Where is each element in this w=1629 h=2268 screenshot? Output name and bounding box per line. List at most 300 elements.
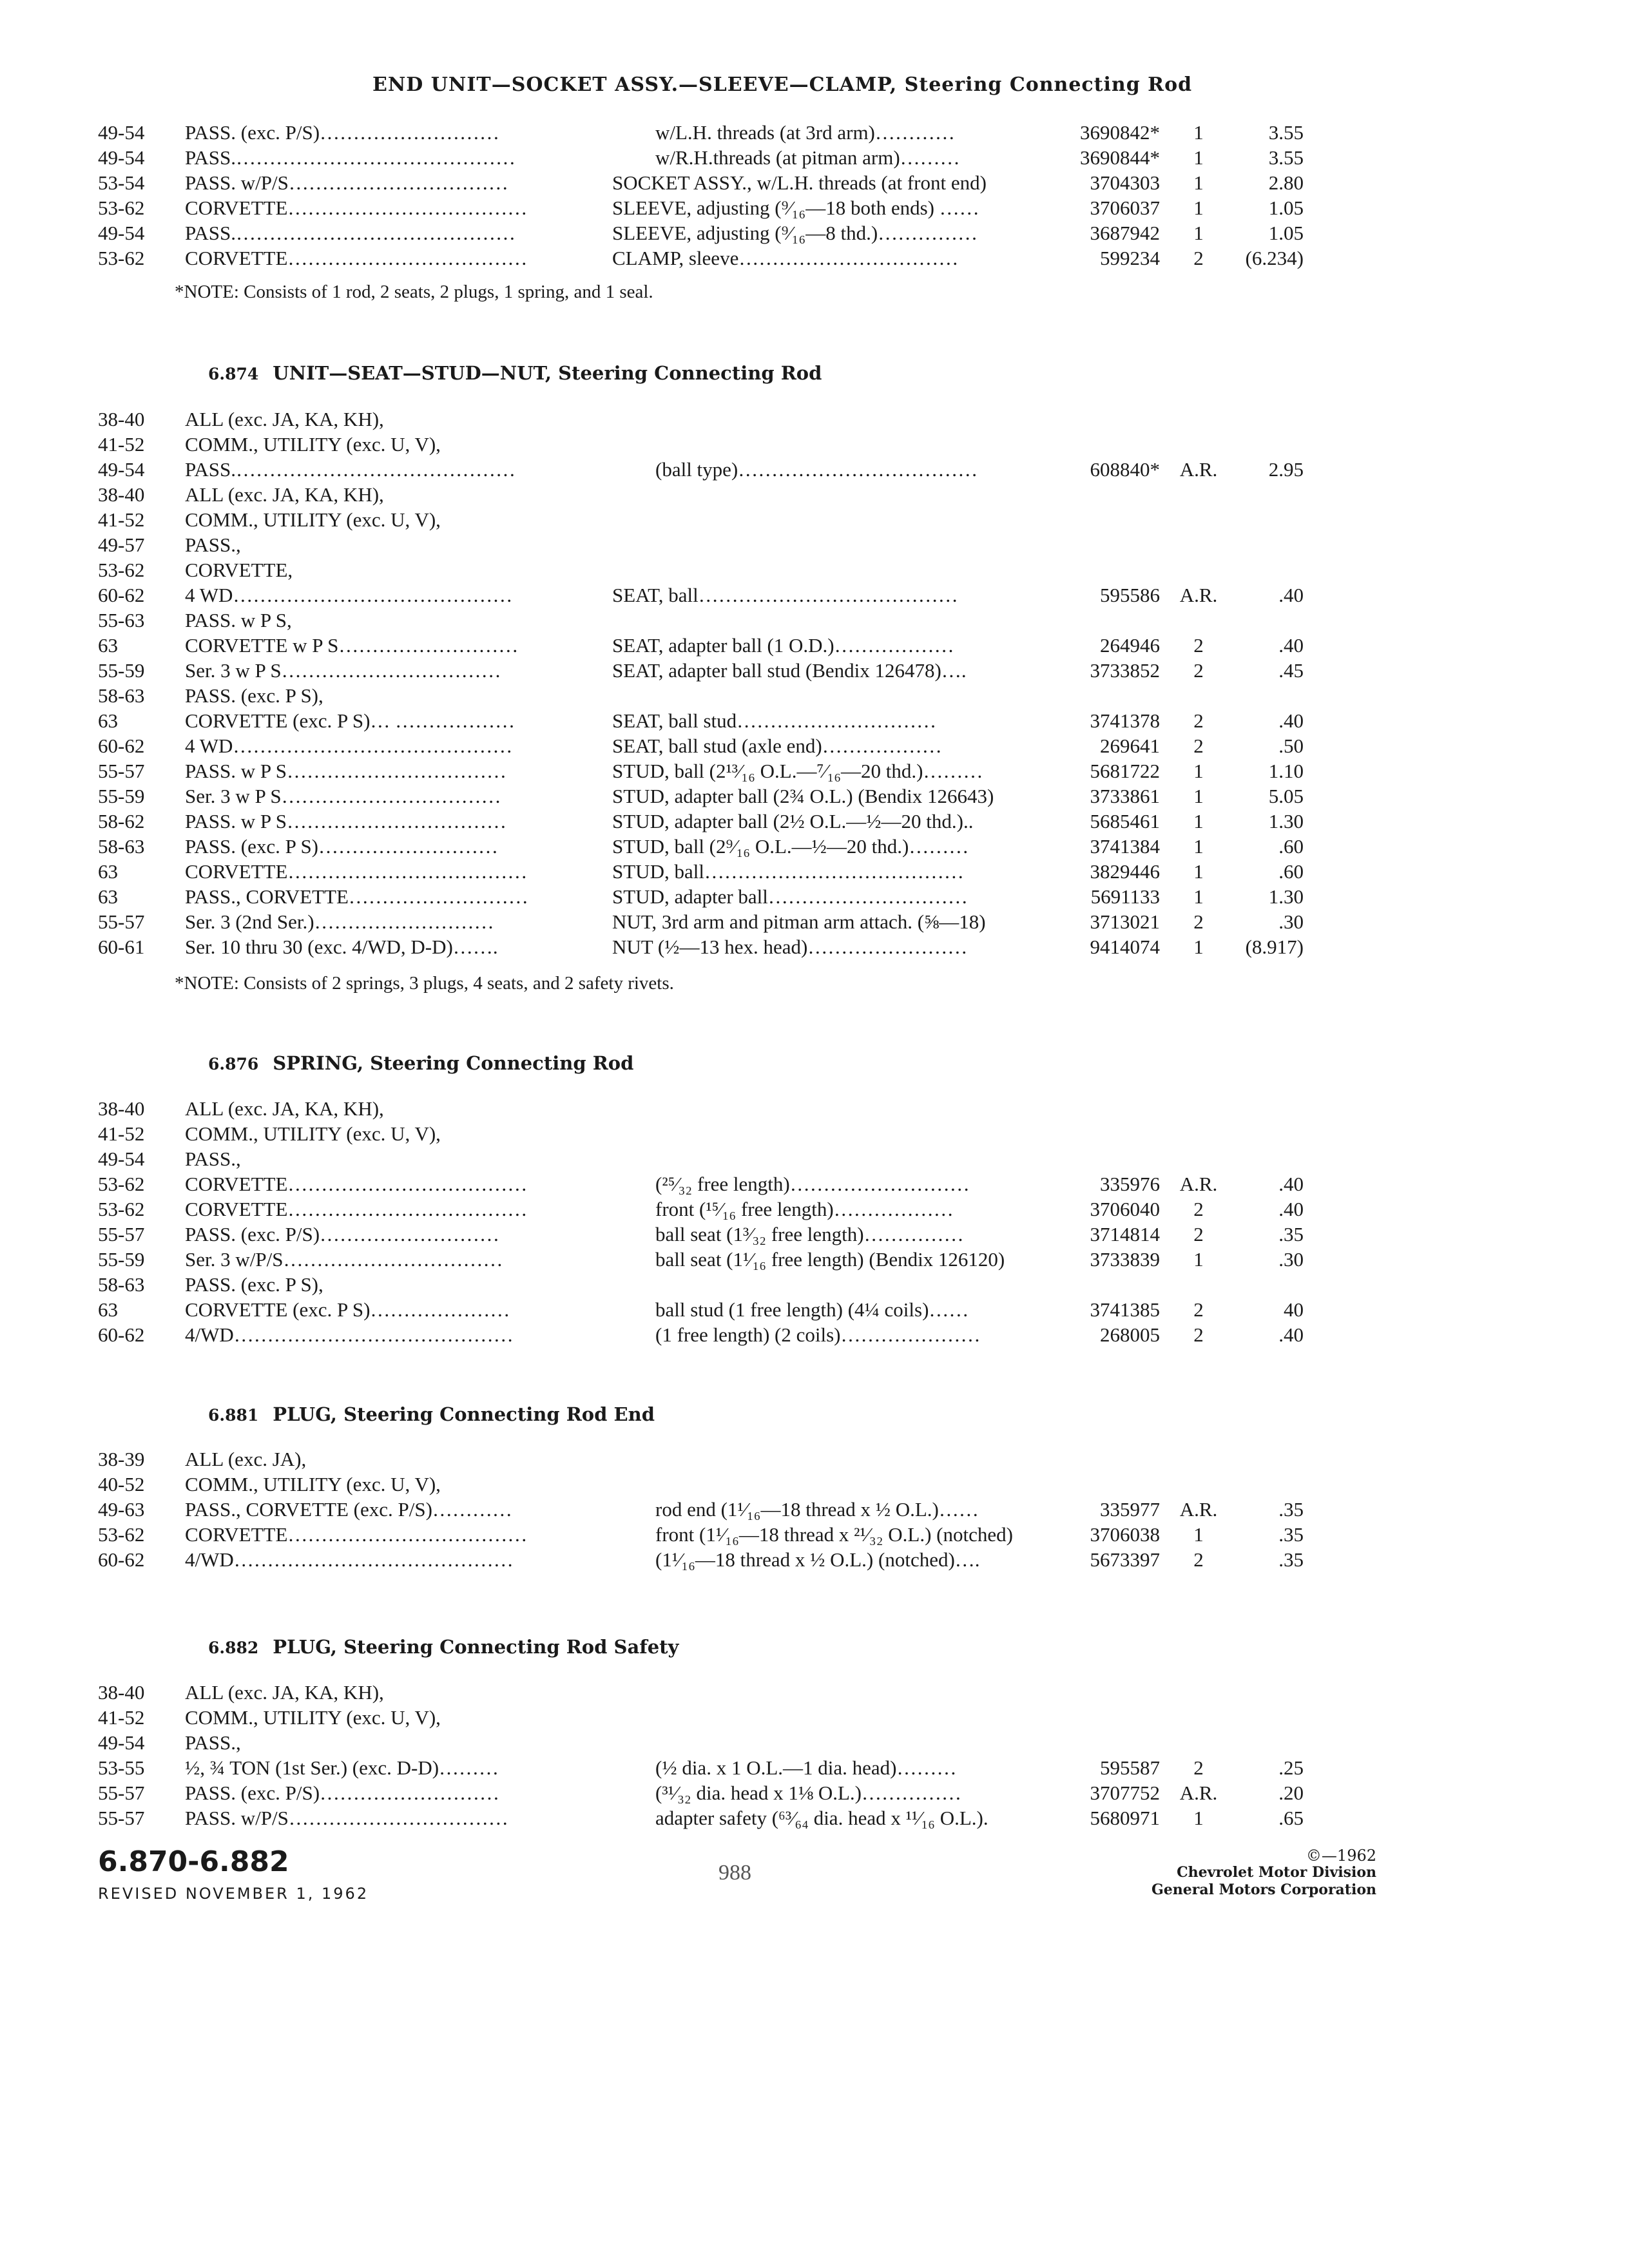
model-cell: CORVETTE……………………………… [185, 1173, 528, 1195]
model-cell: PASS. w/P/S…………………………… [185, 1807, 508, 1829]
table-row [0, 708, 1629, 733]
description-cell: NUT (½—13 hex. head)…………………… [612, 936, 968, 958]
price-cell: .25 [1278, 1756, 1304, 1779]
year-cell: 55-57 [98, 1782, 145, 1804]
part-number-cell: 3733861 [1090, 785, 1160, 807]
year-cell: 58-62 [98, 810, 145, 832]
section-6874-note: *NOTE: Consists of 2 springs, 3 plugs, 4 seats, and 2 safety rivets. [175, 973, 674, 994]
price-cell: 40 [1284, 1298, 1304, 1321]
footer-copyright: ©—1962 [1306, 1847, 1376, 1865]
price-cell: 1.30 [1268, 810, 1304, 832]
description-cell: (1 free length) (2 coils)………………… [655, 1323, 981, 1346]
price-cell: 2.80 [1268, 171, 1304, 194]
price-cell: 1.30 [1268, 885, 1304, 908]
price-cell: .40 [1278, 709, 1304, 732]
model-cell: CORVETTE……………………………… [185, 860, 528, 883]
description-cell: SEAT, adapter ball stud (Bendix 126478)…. [612, 659, 967, 682]
year-cell: 55-59 [98, 1248, 145, 1271]
description-cell: STUD, ball (2⁹⁄₁₆ O.L.—½—20 thd.)……… [612, 835, 969, 858]
model-cell: CORVETTE w P S……………………… [185, 634, 519, 657]
quantity-cell: 1 [1193, 1523, 1204, 1546]
model-cell: PASS.…………………………………… [185, 222, 516, 244]
part-number-cell: 5673397 [1090, 1548, 1160, 1571]
quantity-cell: 1 [1193, 197, 1204, 219]
price-cell: .35 [1278, 1223, 1304, 1245]
section-6876-heading [208, 1052, 633, 1074]
description-cell: SEAT, ball stud (axle end)……………… [612, 735, 942, 757]
description-cell: rod end (1¹⁄₁₆—18 thread x ½ O.L.)…… [655, 1498, 979, 1521]
section-title: PLUG, Steering Connecting Rod End [273, 1403, 655, 1425]
quantity-cell: 1 [1193, 1248, 1204, 1271]
description-cell: adapter safety (⁶³⁄₆₄ dia. head x ¹¹⁄₁₆ O.L.). [655, 1807, 988, 1829]
year-cell: 53-62 [98, 1198, 145, 1220]
year-cell: 49-54 [98, 222, 145, 244]
part-number-cell: 5681722 [1090, 760, 1160, 782]
quantity-cell: 1 [1193, 1807, 1204, 1829]
part-number-cell: 595587 [1100, 1756, 1160, 1779]
description-cell: (½ dia. x 1 O.L.—1 dia. head)……… [655, 1756, 957, 1779]
table-row [0, 170, 1629, 195]
year-cell: 40-52 [98, 1473, 145, 1495]
table-row [0, 608, 1629, 633]
quantity-cell: 2 [1193, 247, 1204, 269]
price-cell: .30 [1278, 1248, 1304, 1271]
model-cell: 4/WD…………………………………… [185, 1323, 514, 1346]
quantity-cell: A.R. [1179, 1782, 1218, 1804]
quantity-cell: 2 [1193, 1756, 1204, 1779]
table-row [0, 758, 1629, 783]
quantity-cell: 2 [1193, 735, 1204, 757]
model-cell: PASS. (exc. P/S)……………………… [185, 1223, 500, 1245]
model-cell: 4 WD…………………………………… [185, 735, 513, 757]
table-row [0, 482, 1629, 507]
table-row [0, 1705, 1629, 1730]
price-cell: 3.55 [1268, 146, 1304, 169]
part-number-cell: 3706040 [1090, 1198, 1160, 1220]
year-cell: 49-54 [98, 458, 145, 481]
year-cell: 55-57 [98, 910, 145, 933]
model-cell: ALL (exc. JA, KA, KH), [185, 1097, 384, 1120]
year-cell: 38-39 [98, 1448, 145, 1470]
year-cell: 38-40 [98, 483, 145, 506]
year-cell: 41-52 [98, 1706, 145, 1729]
table-row [0, 859, 1629, 884]
quantity-cell: A.R. [1179, 1173, 1218, 1195]
end-unit-table [0, 120, 1629, 271]
year-cell: 53-62 [98, 1523, 145, 1546]
part-number-cell: 3741378 [1090, 709, 1160, 732]
model-cell: PASS. (exc. P/S)……………………… [185, 1782, 500, 1804]
description-cell: w/L.H. threads (at 3rd arm)………… [655, 121, 955, 144]
footer-section-range: 6.870-6.882 [98, 1845, 289, 1878]
description-cell: (1¹⁄₁₆—18 thread x ½ O.L.) (notched)…. [655, 1548, 980, 1571]
price-cell: 1.10 [1268, 760, 1304, 782]
part-number-cell: 3706038 [1090, 1523, 1160, 1546]
price-cell: .40 [1278, 1323, 1304, 1346]
table-row [0, 783, 1629, 809]
quantity-cell: 2 [1193, 634, 1204, 657]
table-row [0, 884, 1629, 909]
table-row [0, 1547, 1629, 1572]
model-cell: PASS. (exc. P S), [185, 684, 323, 707]
year-cell: 63 [98, 1298, 118, 1321]
quantity-cell: 1 [1193, 760, 1204, 782]
price-cell: .40 [1278, 1198, 1304, 1220]
year-cell: 41-52 [98, 508, 145, 531]
price-cell: 2.95 [1268, 458, 1304, 481]
description-cell: SLEEVE, adjusting (⁹⁄₁₆—8 thd.)…………… [612, 222, 978, 244]
year-cell: 60-62 [98, 1323, 145, 1346]
table-row [0, 1780, 1629, 1805]
year-cell: 63 [98, 860, 118, 883]
quantity-cell: 1 [1193, 835, 1204, 858]
model-cell: CORVETTE……………………………… [185, 197, 528, 219]
quantity-cell: A.R. [1179, 458, 1218, 481]
year-cell: 55-57 [98, 1223, 145, 1245]
description-cell: STUD, adapter ball (2¾ O.L.) (Bendix 126643) [612, 785, 994, 807]
quantity-cell: 1 [1193, 810, 1204, 832]
model-cell: PASS. (exc. P/S)……………………… [185, 121, 500, 144]
table-row [0, 1730, 1629, 1755]
part-number-cell: 3733839 [1090, 1248, 1160, 1271]
part-number-cell: 335977 [1100, 1498, 1160, 1521]
part-number-cell: 9414074 [1090, 936, 1160, 958]
description-cell: CLAMP, sleeve…………………………… [612, 247, 959, 269]
table-row [0, 1322, 1629, 1347]
footer-division: Chevrolet Motor Division [1177, 1864, 1376, 1881]
model-cell: Ser. 10 thru 30 (exc. 4/WD, D-D)……. [185, 936, 498, 958]
price-cell: .35 [1278, 1523, 1304, 1546]
year-cell: 63 [98, 885, 118, 908]
model-cell: ALL (exc. JA, KA, KH), [185, 483, 384, 506]
price-cell: (8.917) [1245, 936, 1304, 958]
description-cell: front (1¹⁄₁₆—18 thread x ²¹⁄₃₂ O.L.) (notched) [655, 1523, 1013, 1546]
section-6881-heading [208, 1403, 655, 1425]
part-number-cell: 335976 [1100, 1173, 1160, 1195]
table-row [0, 1680, 1629, 1705]
price-cell: .35 [1278, 1498, 1304, 1521]
year-cell: 53-55 [98, 1756, 145, 1779]
quantity-cell: 1 [1193, 936, 1204, 958]
model-cell: PASS. w P S…………………………… [185, 760, 506, 782]
part-number-cell: 599234 [1100, 247, 1160, 269]
price-cell: .40 [1278, 634, 1304, 657]
year-cell: 58-63 [98, 684, 145, 707]
year-cell: 49-54 [98, 1731, 145, 1754]
page-title: END UNIT—SOCKET ASSY.—SLEEVE—CLAMP, Steering Connecting Rod [372, 73, 1193, 96]
description-cell: SEAT, adapter ball (1 O.D.)……………… [612, 634, 954, 657]
model-cell: CORVETTE (exc. P S)… ……………… [185, 709, 516, 732]
price-cell: .60 [1278, 860, 1304, 883]
model-cell: COMM., UTILITY (exc. U, V), [185, 508, 441, 531]
description-cell: (²⁵⁄₃₂ free length)……………………… [655, 1173, 970, 1195]
table-row [0, 1522, 1629, 1547]
table-row [0, 1146, 1629, 1171]
model-cell: PASS. w P S, [185, 609, 292, 631]
part-number-cell: 3706037 [1090, 197, 1160, 219]
year-cell: 53-54 [98, 171, 145, 194]
model-cell: PASS., [185, 1148, 241, 1170]
table-row [0, 507, 1629, 532]
year-cell: 41-52 [98, 433, 145, 456]
model-cell: PASS. (exc. P S)……………………… [185, 835, 499, 858]
year-cell: 38-40 [98, 1681, 145, 1704]
quantity-cell: 2 [1193, 659, 1204, 682]
part-number-cell: 5680971 [1090, 1807, 1160, 1829]
price-cell: .40 [1278, 1173, 1304, 1195]
section-6876-table [0, 1096, 1629, 1347]
quantity-cell: 1 [1193, 121, 1204, 144]
table-row [0, 220, 1629, 245]
year-cell: 60-61 [98, 936, 145, 958]
year-cell: 49-57 [98, 533, 145, 556]
part-number-cell: 268005 [1100, 1323, 1160, 1346]
table-row [0, 1755, 1629, 1780]
section-6882-heading [208, 1636, 679, 1658]
table-row [0, 809, 1629, 834]
table-row [0, 1247, 1629, 1272]
quantity-cell: A.R. [1179, 1498, 1218, 1521]
model-cell: PASS. w P S…………………………… [185, 810, 506, 832]
part-number-cell: 264946 [1100, 634, 1160, 657]
section-6881-table [0, 1446, 1629, 1572]
year-cell: 49-54 [98, 1148, 145, 1170]
section-title: UNIT—SEAT—STUD—NUT, Steering Connecting Rod [273, 362, 822, 384]
model-cell: PASS. w/P/S…………………………… [185, 171, 508, 194]
table-row [0, 1196, 1629, 1222]
quantity-cell: 2 [1193, 1198, 1204, 1220]
description-cell: STUD, ball (2¹³⁄₁₆ O.L.—⁷⁄₁₆—20 thd.)……… [612, 760, 983, 782]
model-cell: COMM., UTILITY (exc. U, V), [185, 1122, 441, 1145]
part-number-cell: 3707752 [1090, 1782, 1160, 1804]
section-6874-table [0, 407, 1629, 959]
table-row [0, 245, 1629, 271]
year-cell: 49-63 [98, 1498, 145, 1521]
part-number-cell: 3690842* [1080, 121, 1160, 144]
table-row [0, 432, 1629, 457]
price-cell: (6.234) [1245, 247, 1304, 269]
year-cell: 41-52 [98, 1122, 145, 1145]
description-cell: ball seat (1³⁄₃₂ free length)…………… [655, 1223, 964, 1245]
year-cell: 53-62 [98, 247, 145, 269]
model-cell: CORVETTE (exc. P S)………………… [185, 1298, 510, 1321]
price-cell: .45 [1278, 659, 1304, 682]
quantity-cell: 1 [1193, 146, 1204, 169]
price-cell: 1.05 [1268, 197, 1304, 219]
part-number-cell: 269641 [1100, 735, 1160, 757]
section-title: PLUG, Steering Connecting Rod Safety [273, 1636, 679, 1658]
end-unit-note: *NOTE: Consists of 1 rod, 2 seats, 2 plugs, 1 spring, and 1 seal. [175, 282, 653, 302]
part-number-cell: 595586 [1100, 584, 1160, 606]
description-cell: SEAT, ball stud………………………… [612, 709, 937, 732]
model-cell: PASS.…………………………………… [185, 146, 516, 169]
year-cell: 63 [98, 634, 118, 657]
part-number-cell: 3741385 [1090, 1298, 1160, 1321]
quantity-cell: 1 [1193, 222, 1204, 244]
model-cell: Ser. 3 w P S…………………………… [185, 659, 501, 682]
table-row [0, 909, 1629, 934]
price-cell: 3.55 [1268, 121, 1304, 144]
model-cell: PASS., CORVETTE (exc. P/S)………… [185, 1498, 512, 1521]
model-cell: Ser. 3 w/P/S…………………………… [185, 1248, 503, 1271]
part-number-cell: 3714814 [1090, 1223, 1160, 1245]
model-cell: COMM., UTILITY (exc. U, V), [185, 1473, 441, 1495]
table-row [0, 1272, 1629, 1297]
description-cell: (³¹⁄₃₂ dia. head x 1⅛ O.L.)…………… [655, 1782, 961, 1804]
year-cell: 53-62 [98, 559, 145, 581]
section-number: 6.882 [208, 1639, 259, 1657]
year-cell: 38-40 [98, 1097, 145, 1120]
part-number-cell: 3704303 [1090, 171, 1160, 194]
description-cell: SOCKET ASSY., w/L.H. threads (at front end) [612, 171, 987, 194]
model-cell: Ser. 3 (2nd Ser.)……………………… [185, 910, 494, 933]
price-cell: 5.05 [1268, 785, 1304, 807]
part-number-cell: 3713021 [1090, 910, 1160, 933]
price-cell: .60 [1278, 835, 1304, 858]
table-row [0, 1446, 1629, 1472]
model-cell: 4 WD…………………………………… [185, 584, 513, 606]
year-cell: 55-59 [98, 659, 145, 682]
quantity-cell: 1 [1193, 171, 1204, 194]
description-cell: front (¹⁵⁄₁₆ free length)……………… [655, 1198, 954, 1220]
part-number-cell: 3733852 [1090, 659, 1160, 682]
table-row [0, 407, 1629, 432]
table-row [0, 120, 1629, 145]
model-cell: ALL (exc. JA, KA, KH), [185, 408, 384, 430]
model-cell: 4/WD…………………………………… [185, 1548, 514, 1571]
price-cell: .50 [1278, 735, 1304, 757]
table-row [0, 658, 1629, 683]
quantity-cell: 1 [1193, 860, 1204, 883]
table-row [0, 145, 1629, 170]
part-number-cell: 3690844* [1080, 146, 1160, 169]
part-number-cell: 3741384 [1090, 835, 1160, 858]
model-cell: ALL (exc. JA, KA, KH), [185, 1681, 384, 1704]
year-cell: 60-62 [98, 735, 145, 757]
table-row [0, 834, 1629, 859]
table-row [0, 532, 1629, 557]
description-cell: SEAT, ball………………………………… [612, 584, 958, 606]
year-cell: 55-59 [98, 785, 145, 807]
table-row [0, 557, 1629, 582]
table-row [0, 1472, 1629, 1497]
description-cell: SLEEVE, adjusting (⁹⁄₁₆—18 both ends) …… [612, 197, 979, 219]
price-cell: .30 [1278, 910, 1304, 933]
year-cell: 55-57 [98, 1807, 145, 1829]
quantity-cell: 2 [1193, 1223, 1204, 1245]
table-row [0, 1222, 1629, 1247]
year-cell: 58-63 [98, 835, 145, 858]
description-cell: ball seat (1¹⁄₁₆ free length) (Bendix 126120) [655, 1248, 1005, 1271]
model-cell: CORVETTE……………………………… [185, 1198, 528, 1220]
table-row [0, 1805, 1629, 1831]
description-cell: (ball type)……………………………… [655, 458, 978, 481]
model-cell: PASS. (exc. P S), [185, 1273, 323, 1296]
model-cell: CORVETTE……………………………… [185, 247, 528, 269]
price-cell: .20 [1278, 1782, 1304, 1804]
model-cell: CORVETTE, [185, 559, 293, 581]
quantity-cell: 2 [1193, 910, 1204, 933]
table-row [0, 934, 1629, 959]
table-row [0, 195, 1629, 220]
price-cell: .35 [1278, 1548, 1304, 1571]
quantity-cell: 1 [1193, 785, 1204, 807]
quantity-cell: 2 [1193, 1323, 1204, 1346]
section-6874-heading [208, 362, 822, 384]
price-cell: 1.05 [1268, 222, 1304, 244]
quantity-cell: 2 [1193, 709, 1204, 732]
price-cell: .65 [1278, 1807, 1304, 1829]
model-cell: ½, ¾ TON (1st Ser.) (exc. D-D)……… [185, 1756, 499, 1779]
quantity-cell: A.R. [1179, 584, 1218, 606]
description-cell: ball stud (1 free length) (4¼ coils)…… [655, 1298, 969, 1321]
table-row [0, 582, 1629, 608]
table-row [0, 1121, 1629, 1146]
footer-revised-date: REVISED NOVEMBER 1, 1962 [98, 1885, 369, 1903]
page-number: 988 [718, 1861, 751, 1885]
model-cell: PASS., CORVETTE……………………… [185, 885, 528, 908]
description-cell: w/R.H.threads (at pitman arm)……… [655, 146, 960, 169]
footer-corporation: General Motors Corporation [1151, 1881, 1376, 1898]
table-row [0, 1297, 1629, 1322]
quantity-cell: 2 [1193, 1298, 1204, 1321]
model-cell: CORVETTE……………………………… [185, 1523, 528, 1546]
table-row [0, 1171, 1629, 1196]
description-cell: STUD, adapter ball (2½ O.L.—½—20 thd.).. [612, 810, 974, 832]
year-cell: 60-62 [98, 584, 145, 606]
year-cell: 38-40 [98, 408, 145, 430]
year-cell: 63 [98, 709, 118, 732]
section-number: 6.874 [208, 365, 259, 383]
description-cell: NUT, 3rd arm and pitman arm attach. (⅝—18) [612, 910, 986, 933]
section-6882-table [0, 1680, 1629, 1831]
section-number: 6.876 [208, 1055, 259, 1073]
part-number-cell: 3829446 [1090, 860, 1160, 883]
price-cell: .40 [1278, 584, 1304, 606]
year-cell: 58-63 [98, 1273, 145, 1296]
year-cell: 53-62 [98, 197, 145, 219]
section-number: 6.881 [208, 1406, 259, 1425]
quantity-cell: 2 [1193, 1548, 1204, 1571]
model-cell: COMM., UTILITY (exc. U, V), [185, 1706, 441, 1729]
model-cell: Ser. 3 w P S…………………………… [185, 785, 501, 807]
year-cell: 55-63 [98, 609, 145, 631]
section-title: SPRING, Steering Connecting Rod [273, 1052, 634, 1074]
table-row [0, 1096, 1629, 1121]
quantity-cell: 1 [1193, 885, 1204, 908]
table-row [0, 633, 1629, 658]
model-cell: PASS., [185, 533, 241, 556]
part-number-cell: 5691133 [1090, 885, 1160, 908]
part-number-cell: 3687942 [1090, 222, 1160, 244]
year-cell: 49-54 [98, 121, 145, 144]
description-cell: STUD, ball………………………………… [612, 860, 964, 883]
table-row [0, 457, 1629, 482]
model-cell: PASS.…………………………………… [185, 458, 516, 481]
table-row [0, 683, 1629, 708]
year-cell: 53-62 [98, 1173, 145, 1195]
year-cell: 55-57 [98, 760, 145, 782]
model-cell: COMM., UTILITY (exc. U, V), [185, 433, 441, 456]
table-row [0, 733, 1629, 758]
year-cell: 60-62 [98, 1548, 145, 1571]
description-cell: STUD, adapter ball………………………… [612, 885, 968, 908]
table-row [0, 1497, 1629, 1522]
year-cell: 49-54 [98, 146, 145, 169]
part-number-cell: 608840* [1090, 458, 1160, 481]
model-cell: PASS., [185, 1731, 241, 1754]
model-cell: ALL (exc. JA), [185, 1448, 307, 1470]
